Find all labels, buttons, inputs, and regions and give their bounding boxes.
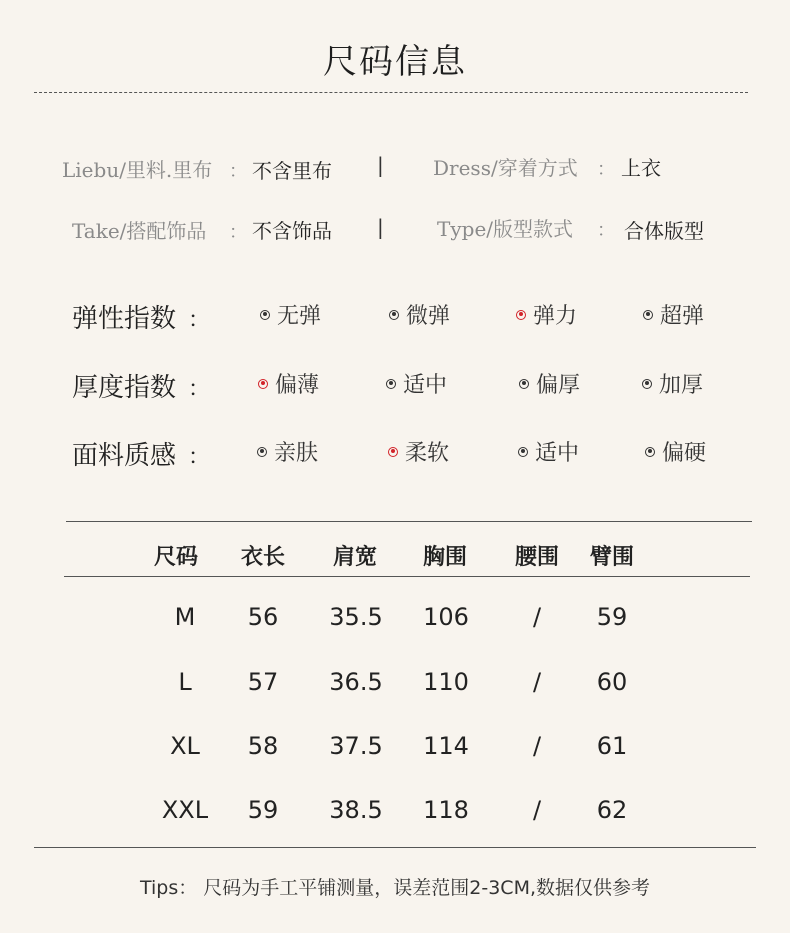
- attr-separator: |: [377, 153, 384, 177]
- attr-type-value: 合体版型: [624, 219, 704, 243]
- attr-separator: |: [377, 215, 384, 239]
- attr-take-key: Take/搭配饰品: [72, 219, 207, 243]
- index-colon: ：: [188, 445, 211, 470]
- index-label-texture: 面料质感: [72, 441, 177, 471]
- option-thickness-4[interactable]: 加厚: [642, 368, 703, 399]
- radio-icon: [389, 310, 399, 320]
- option-texture-1[interactable]: 亲肤: [257, 436, 318, 467]
- attr-take-colon: ：: [229, 222, 247, 243]
- index-label-thickness: 厚度指数: [72, 373, 177, 403]
- table-cell: /: [532, 668, 542, 696]
- table-cell: /: [532, 732, 542, 760]
- tips-note: Tips： 尺码为手工平铺测量，误差范围2-3CM,数据仅供参考: [139, 877, 651, 899]
- radio-selected-icon: [388, 447, 398, 457]
- option-thickness-1[interactable]: 偏薄: [258, 368, 319, 399]
- radio-icon: [386, 379, 396, 389]
- table-cell: 61: [596, 732, 628, 760]
- column-header-size: 尺码: [154, 545, 199, 570]
- option-thickness-3[interactable]: 偏厚: [519, 368, 580, 399]
- attr-dress-value: 上衣: [621, 156, 661, 180]
- table-cell: 106: [423, 603, 469, 631]
- radio-icon: [518, 447, 528, 457]
- attr-take-value: 不含饰品: [252, 219, 332, 243]
- column-header-shoulder: 肩宽: [333, 545, 378, 570]
- option-elasticity-4[interactable]: 超弹: [643, 299, 704, 330]
- option-elasticity-2[interactable]: 微弹: [389, 299, 450, 330]
- option-texture-4[interactable]: 偏硬: [645, 436, 706, 467]
- table-cell: /: [532, 603, 542, 631]
- index-colon: ：: [188, 377, 211, 402]
- table-bottom-rule: [34, 847, 756, 848]
- table-header-rule: [64, 576, 750, 577]
- index-label-elasticity: 弹性指数: [72, 304, 177, 334]
- table-cell: 38.5: [329, 796, 383, 824]
- attr-lining-key: Liebu/里料.里布: [62, 158, 213, 182]
- radio-icon: [643, 310, 653, 320]
- column-header-waist: 腰围: [515, 545, 560, 570]
- index-colon: ：: [188, 308, 211, 333]
- table-cell: 57: [247, 668, 279, 696]
- table-top-rule: [66, 521, 752, 522]
- radio-selected-icon: [516, 310, 526, 320]
- page-title: 尺码信息: [323, 42, 467, 82]
- table-cell: 110: [423, 668, 469, 696]
- option-texture-3[interactable]: 适中: [518, 436, 579, 467]
- attr-dress-colon: ：: [597, 159, 615, 180]
- option-elasticity-3[interactable]: 弹力: [516, 299, 577, 330]
- attr-lining-colon: ：: [229, 161, 247, 182]
- radio-icon: [642, 379, 652, 389]
- table-cell: 59: [247, 796, 279, 824]
- table-cell: 59: [596, 603, 628, 631]
- table-cell: M: [174, 603, 196, 631]
- radio-icon: [519, 379, 529, 389]
- table-cell: XXL: [161, 796, 209, 824]
- table-cell: 56: [247, 603, 279, 631]
- table-cell: 58: [247, 732, 279, 760]
- radio-selected-icon: [258, 379, 268, 389]
- table-cell: XL: [170, 732, 200, 760]
- radio-icon: [260, 310, 270, 320]
- attr-type-key: Type/版型款式: [437, 217, 574, 241]
- radio-icon: [257, 447, 267, 457]
- attr-lining-value: 不含里布: [252, 159, 332, 183]
- title-divider: [34, 92, 748, 93]
- table-cell: 62: [596, 796, 628, 824]
- table-cell: 118: [423, 796, 469, 824]
- column-header-arm: 臂围: [590, 545, 635, 570]
- attr-dress-key: Dress/穿着方式: [433, 156, 578, 180]
- option-elasticity-1[interactable]: 无弹: [260, 299, 321, 330]
- table-cell: L: [178, 668, 192, 696]
- column-header-length: 衣长: [241, 545, 286, 570]
- table-cell: 114: [423, 732, 469, 760]
- option-texture-2[interactable]: 柔软: [388, 436, 449, 467]
- table-cell: 35.5: [329, 603, 383, 631]
- table-cell: 60: [596, 668, 628, 696]
- attr-type-colon: ：: [597, 220, 615, 241]
- column-header-chest: 胸围: [423, 545, 468, 570]
- table-cell: 37.5: [329, 732, 383, 760]
- table-cell: /: [532, 796, 542, 824]
- option-thickness-2[interactable]: 适中: [386, 368, 447, 399]
- table-cell: 36.5: [329, 668, 383, 696]
- radio-icon: [645, 447, 655, 457]
